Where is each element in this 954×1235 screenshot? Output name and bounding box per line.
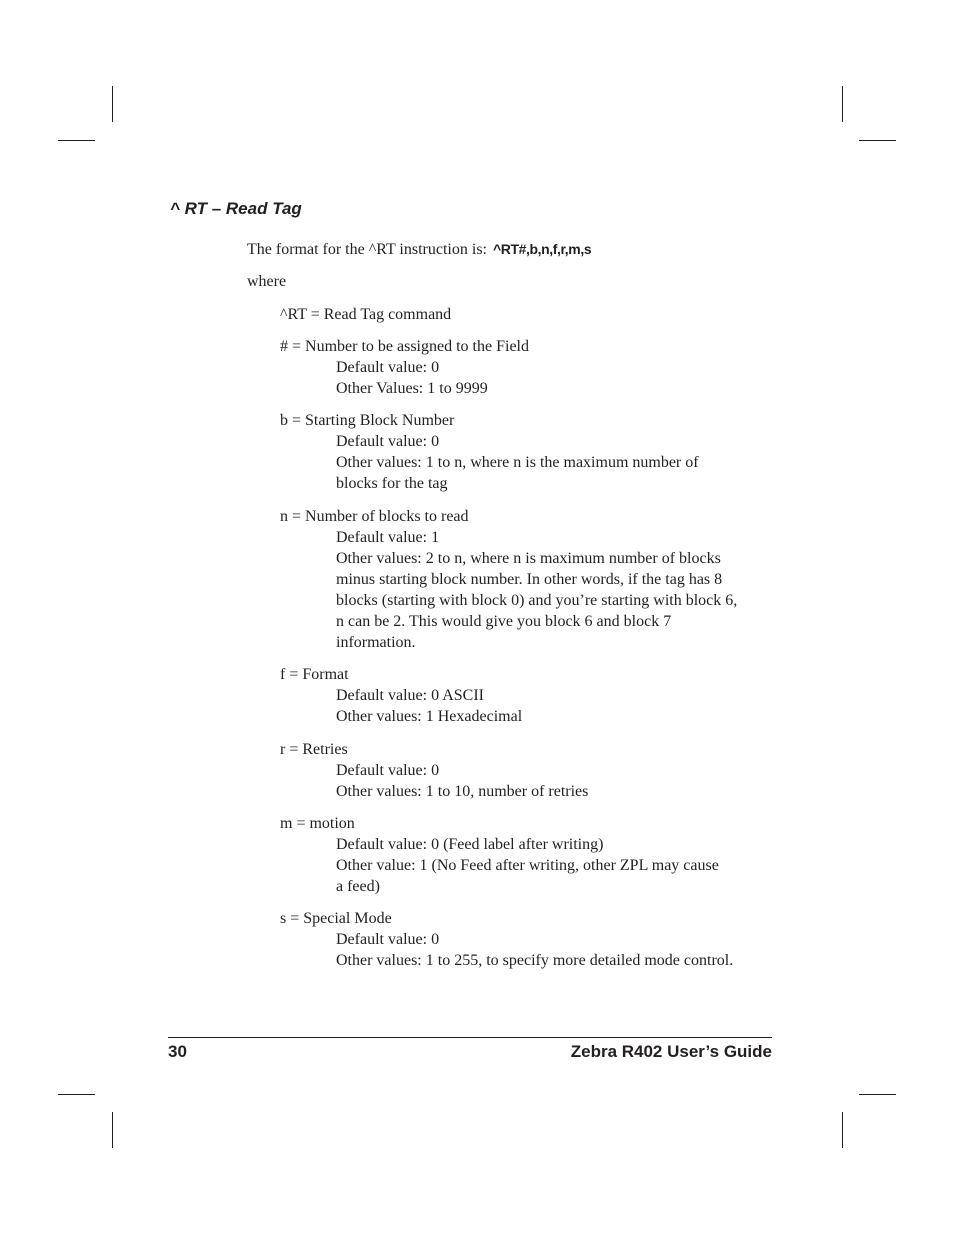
param-detail: Other values: 1 to n, where n is the maximum number of <box>336 454 699 471</box>
param-definition: # = Number to be assigned to the Field <box>280 338 529 355</box>
param-detail: Default value: 0 <box>336 931 440 948</box>
param-detail: Other values: 1 to 255, to specify more detailed mode control. <box>336 952 734 969</box>
param-detail: Default value: 0 <box>336 359 440 376</box>
param-detail: Default value: 0 <box>336 433 440 450</box>
param-definition: s = Special Mode <box>280 910 392 927</box>
crop-mark <box>842 1112 843 1148</box>
format-code: ^RT#,b,n,f,r,m,s <box>492 241 592 257</box>
param-detail: Other values: 1 Hexadecimal <box>336 708 523 725</box>
param-detail: information. <box>336 634 416 651</box>
crop-mark <box>112 1112 113 1148</box>
section-heading: ^ RT – Read Tag <box>170 199 302 218</box>
crop-mark <box>58 1094 95 1095</box>
crop-mark <box>859 1094 896 1095</box>
param-detail: Other values: 1 to 10, number of retries <box>336 783 589 800</box>
param-detail: Default value: 0 ASCII <box>336 687 484 704</box>
page-number: 30 <box>168 1042 187 1061</box>
crop-mark <box>859 140 896 141</box>
param-definition: b = Starting Block Number <box>280 412 455 429</box>
crop-mark <box>112 86 113 122</box>
param-detail: blocks for the tag <box>336 475 448 492</box>
param-detail: Default value: 1 <box>336 529 440 546</box>
guide-title: Zebra R402 User’s Guide <box>570 1042 772 1061</box>
param-detail: Default value: 0 <box>336 762 440 779</box>
crop-mark <box>58 140 95 141</box>
param-detail: a feed) <box>336 878 380 895</box>
footer-rule <box>168 1037 772 1038</box>
param-detail: blocks (starting with block 0) and you’re starting with block 6, <box>336 592 738 609</box>
param-detail: n can be 2. This would give you block 6 and block 7 <box>336 613 672 630</box>
param-detail: Other value: 1 (No Feed after writing, other ZPL may cause <box>336 857 719 874</box>
param-detail: Default value: 0 (Feed label after writing) <box>336 836 604 853</box>
param-definition: m = motion <box>280 815 355 832</box>
param-definition: r = Retries <box>280 741 348 758</box>
param-detail: minus starting block number. In other words, if the tag has 8 <box>336 571 723 588</box>
where-text: where <box>247 273 287 290</box>
param-detail: Other values: 2 to n, where n is maximum number of blocks <box>336 550 721 567</box>
param-definition: n = Number of blocks to read <box>280 508 469 525</box>
param-definition: ^RT = Read Tag command <box>280 306 452 323</box>
param-definition: f = Format <box>280 666 349 683</box>
crop-mark <box>842 86 843 122</box>
param-detail: Other Values: 1 to 9999 <box>336 380 488 397</box>
format-line <box>247 239 591 260</box>
format-text: The format for the ^RT instruction is: <box>247 241 487 258</box>
